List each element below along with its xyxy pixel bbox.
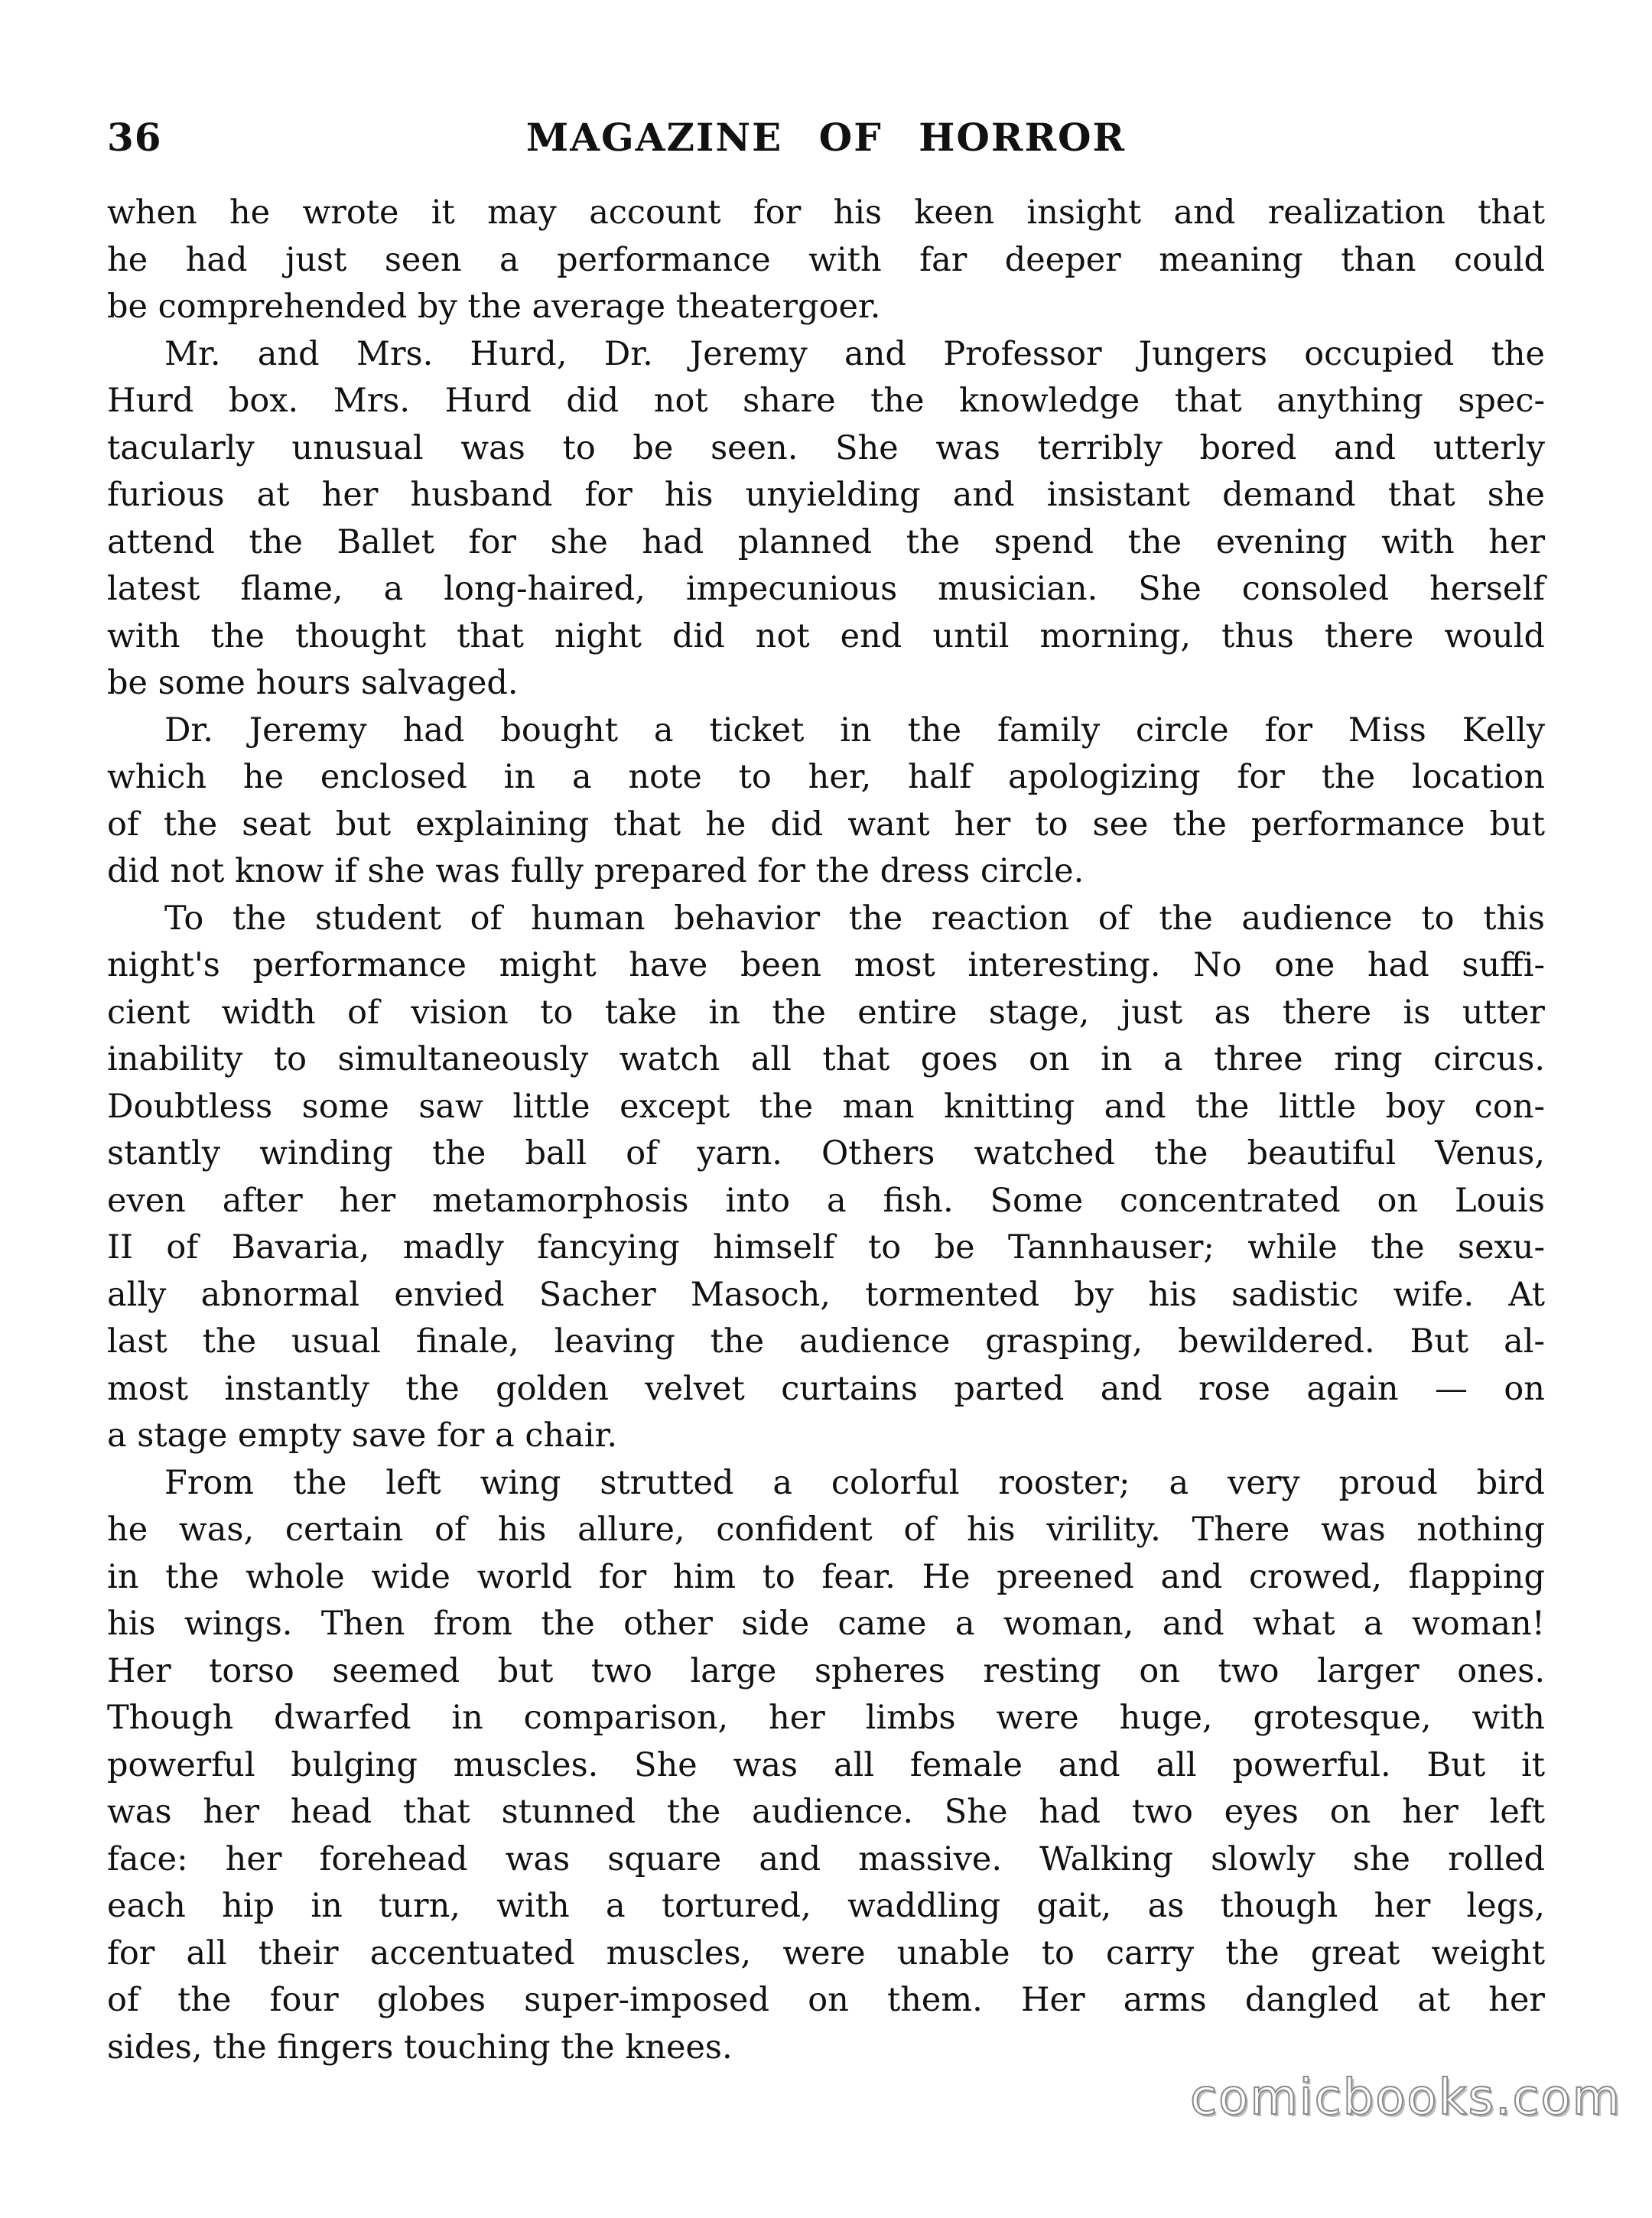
text-line: night's performance might have been most interesting. No one had suffi- (107, 946, 1545, 984)
text-line: From the left wing strutted a colorful rooster; a very proud bird (164, 1463, 1545, 1502)
text-line: Mr. and Mrs. Hurd, Dr. Jeremy and Professor Jungers occupied the (164, 334, 1545, 373)
text-line: cient width of vision to take in the entire stage, just as there is utter (107, 993, 1545, 1032)
text-line: with the thought that night did not end until morning, thus there would (107, 616, 1545, 655)
paragraph (107, 896, 1545, 1460)
text-line: furious at her husband for his unyielding and insistant demand that she (107, 476, 1545, 514)
text-line: did not know if she was fully prepared for the dress circle. (107, 852, 1085, 890)
paragraph (107, 331, 1545, 707)
article-body (107, 190, 1545, 2071)
text-line: tacularly unusual was to be seen. She was terribly bored and utterly (107, 428, 1545, 467)
text-line: latest flame, a long-haired, impecunious musician. She consoled herself (107, 570, 1545, 608)
text-line: when he wrote it may account for his keen insight and realization that (107, 194, 1545, 232)
text-line: of the seat but explaining that he did want her to see the performance but (107, 805, 1545, 844)
text-line: Doubtless some saw little except the man knitting and the little boy con- (107, 1087, 1545, 1126)
text-line: last the usual finale, leaving the audience grasping, bewildered. But al- (107, 1322, 1545, 1361)
text-line: a stage empty save for a chair. (107, 1416, 618, 1455)
text-line: he was, certain of his allure, confident of his virility. There was nothing (107, 1511, 1545, 1549)
text-line: each hip in turn, with a tortured, waddling gait, as though her legs, (107, 1887, 1545, 1925)
text-line: ally abnormal envied Sacher Masoch, tormented by his sadistic wife. At (107, 1275, 1545, 1314)
text-line: Though dwarfed in comparison, her limbs were huge, grotesque, with (107, 1699, 1545, 1737)
text-line: he had just seen a performance with far deeper meaning than could (107, 240, 1545, 279)
paragraph (107, 707, 1545, 896)
text-line: in the whole wide world for him to fear. He preened and crowed, flapping (107, 1557, 1545, 1596)
paragraph (107, 1460, 1545, 2072)
text-line: Dr. Jeremy had bought a ticket in the family circle for Miss Kelly (164, 711, 1545, 750)
text-line: be some hours salvaged. (107, 664, 519, 702)
text-line: sides, the fingers touching the knees. (107, 2028, 733, 2067)
text-line: II of Bavaria, madly fancying himself to be Tannhauser; while the sexu- (107, 1228, 1545, 1267)
text-line: stantly winding the ball of yarn. Others watched the beautiful Venus, (107, 1134, 1545, 1172)
text-line: for all their accentuated muscles, were unable to carry the great weight (107, 1933, 1545, 1972)
running-head: MAGAZINE OF HORROR (525, 115, 1127, 160)
paragraph (107, 190, 1545, 331)
text-line: even after her metamorphosis into a fish. Some concentrated on Louis (107, 1181, 1545, 1220)
page-header (107, 115, 1545, 168)
text-line: be comprehended by the average theatergoer. (107, 288, 881, 326)
text-line: his wings. Then from the other side came a woman, and what a woman! (107, 1605, 1545, 1643)
text-line: To the student of human behavior the reaction of the audience to this (164, 899, 1545, 938)
text-line: of the four globes super-imposed on them. Her arms dangled at her (107, 1981, 1545, 2019)
text-line: attend the Ballet for she had planned the spend the evening with her (107, 522, 1545, 561)
text-line: most instantly the golden velvet curtains parted and rose again — on (107, 1369, 1545, 1408)
page-number: 36 (107, 115, 162, 160)
text-line: Hurd box. Mrs. Hurd did not share the knowledge that anything spec- (107, 382, 1545, 420)
watermark-logo: comicbooks.com (1189, 2070, 1621, 2126)
text-line: Her torso seemed but two large spheres resting on two larger ones. (107, 1651, 1545, 1690)
text-line: was her head that stunned the audience. She had two eyes on her left (107, 1793, 1545, 1831)
text-line: powerful bulging muscles. She was all female and all powerful. But it (107, 1745, 1545, 1784)
text-line: inability to simultaneously watch all that goes on in a three ring circus. (107, 1040, 1545, 1078)
text-line: which he enclosed in a note to her, half apologizing for the location (107, 758, 1545, 796)
text-line: face: her forehead was square and massive. Walking slowly she rolled (107, 1839, 1545, 1878)
